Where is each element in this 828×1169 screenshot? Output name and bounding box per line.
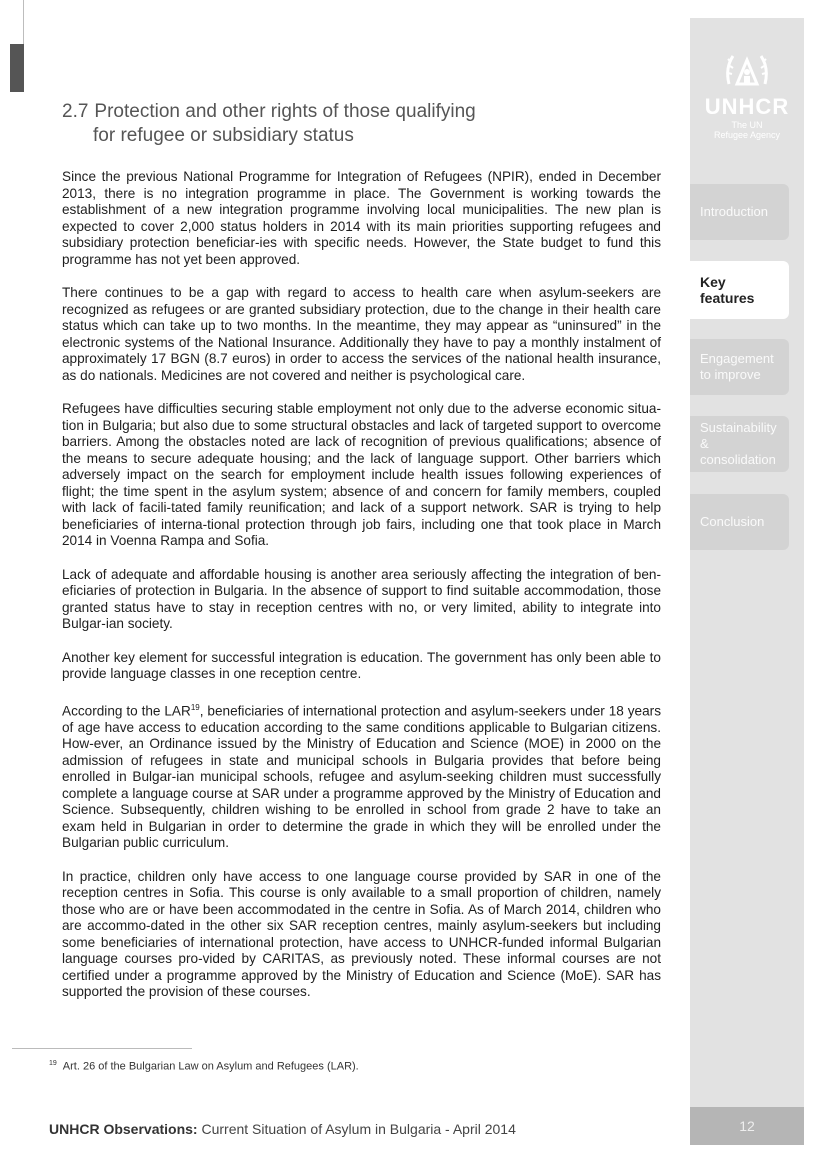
paragraph-6 (62, 700, 661, 852)
tab-key-features-label: Key features (700, 274, 755, 306)
tab-introduction[interactable] (690, 184, 789, 240)
footer-bold: UNHCR Observations: (49, 1121, 198, 1137)
logo-sub-1: The UN (731, 120, 763, 130)
title-line-2: for refugee or subsidiary status (93, 125, 354, 146)
unhcr-emblem-icon (723, 48, 771, 96)
footnote (49, 1060, 359, 1073)
logo-sub-2: Refugee Agency (713, 130, 781, 140)
lar-after: , beneficiaries of international protection and asylum-seekers under 18 years of age have access to education according to the same conditions applicable to Bulgarian citizens. How-ever, an Ordinance issued by the Ministry of Education and Science (MOE) in 2000 on the admission of refugees in state and municipal schools in Bulgaria provides that before being enrolled in Bulgar-ian municipal schools, refugee and asylum-seeking children must successfully complete a language course at SAR under a programme approved by the Ministry of Education and Science. Subsequently, children wishing to be enrolled in school from grade 2 have to take an exam held in Bulgarian in order to determine the grade in which they will be enrolled under the Bulgarian public curriculum. (62, 703, 661, 851)
page-number (690, 1107, 804, 1145)
paragraph-2: There continues to be a gap with regard to access to health care when asylum-seekers are recognized as refugees or are granted subsidiary protection, due to the change in their health care status which can take up to two months. In the meantime, they may appear as “uninsured” in the electronic systems of the National Insurance. Additionally they have to pay a monthly instalment of approximately 17 BGN (8.7 euros) in order to access the services of the national health insurance, as do nationals. Medicines are not covered and neither is psychological care. (62, 285, 661, 383)
footnote-ref[interactable]: 19 (190, 702, 200, 712)
page-title (62, 100, 662, 148)
logo-name: UNHCR (704, 94, 790, 119)
paragraph-3: Refugees have difficulties securing stable employment not only due to the adverse economic situa-tion in Bulgaria; but also due to some structural obstacles and lack of targeted support to overcome barriers. Among the obstacles noted are lack of recognition of previous qualifications; absence of the means to secure adequate housing; and the lack of language support. Other barriers which adversely impact on the search for employment include health issues following experiences of flight; the time spent in the asylum system; absence of and concern for family members, coupled with lack of facili-tated family reunification; and lack of a support network. SAR is trying to help beneficiaries of interna-tional protection through job fairs, including one that took place in March 2014 in Voenna Rampa and Sofia. (62, 401, 661, 548)
paragraph-7: In practice, children only have access to one language course provided by SAR in one of the reception centres in Sofia. This course is only available to a small proportion of children, namely those who are or have been accommodated in the centre in Sofia. As of March 2014, children who are accommo-dated in the other six SAR reception centres, mainly asylum-seekers but including some beneficiaries of international protection, have access to UNHCR-funded informal Bulgarian language courses pro-vided by CARITAS, as previously noted. These informal courses are not certified under a programme approved by the Ministry of Education and Science (MoE). SAR has supported the provision of these courses. (62, 868, 661, 1000)
lar-before: According to the LAR (62, 703, 191, 719)
tab-key-features[interactable] (690, 261, 789, 319)
footnote-divider (12, 1048, 192, 1049)
tab-conclusion[interactable] (690, 494, 789, 550)
paragraph-4: Lack of adequate and affordable housing is another area seriously affecting the integration of ben-eficiaries of protection in Bulgaria. In the absence of support to find suitable accommodation, those granted status have to stay in reception centres with no, or very limited, ability to integrate into Bulgar-ian society. (62, 566, 661, 631)
body-text (62, 169, 661, 1018)
tab-sustainability-label-2: & consolidation (700, 436, 776, 467)
footer (49, 1121, 516, 1137)
section-header (62, 100, 662, 148)
tab-engagement-label-1: Engagement (700, 351, 774, 366)
paragraph-1: Since the previous National Programme for Integration of Refugees (NPIR), ended in December 2013, there is no integration programme in place. The Government is working towards the establishment of a new integration programme involving local municipalities. The new plan is expected to cover 2,000 status holders in 2014 with its main priorities supporting refugees and subsidiary protection beneficiar-ies with specific needs. However, the State budget to fund this programme has not yet been approved. (62, 169, 661, 267)
footnote-text: Art. 26 of the Bulgarian Law on Asylum and Refugees (LAR). (62, 1060, 359, 1073)
tab-sustainability-label-1: Sustainability (700, 420, 777, 435)
sidebar (690, 18, 804, 1144)
tab-conclusion-label: Conclusion (700, 514, 765, 529)
tab-sustainability[interactable] (690, 416, 789, 472)
title-line-1: Protection and other rights of those qualifying (94, 101, 476, 122)
paragraph-5: Another key element for successful integration is education. The government has only been able to provide language classes in one reception centre. (62, 649, 661, 681)
tab-engagement-label-2: to improve (700, 367, 761, 382)
tab-engagement[interactable] (690, 339, 789, 395)
footer-text: Current Situation of Asylum in Bulgaria - April 2014 (197, 1121, 516, 1137)
section-number: 2.7 (62, 101, 89, 122)
unhcr-logo (690, 48, 804, 140)
footnote-number: 19 (49, 1060, 57, 1067)
tab-introduction-label: Introduction (700, 204, 768, 219)
page-number-text: 12 (739, 1118, 755, 1134)
corner-line (23, 0, 24, 44)
corner-marker (10, 44, 24, 92)
